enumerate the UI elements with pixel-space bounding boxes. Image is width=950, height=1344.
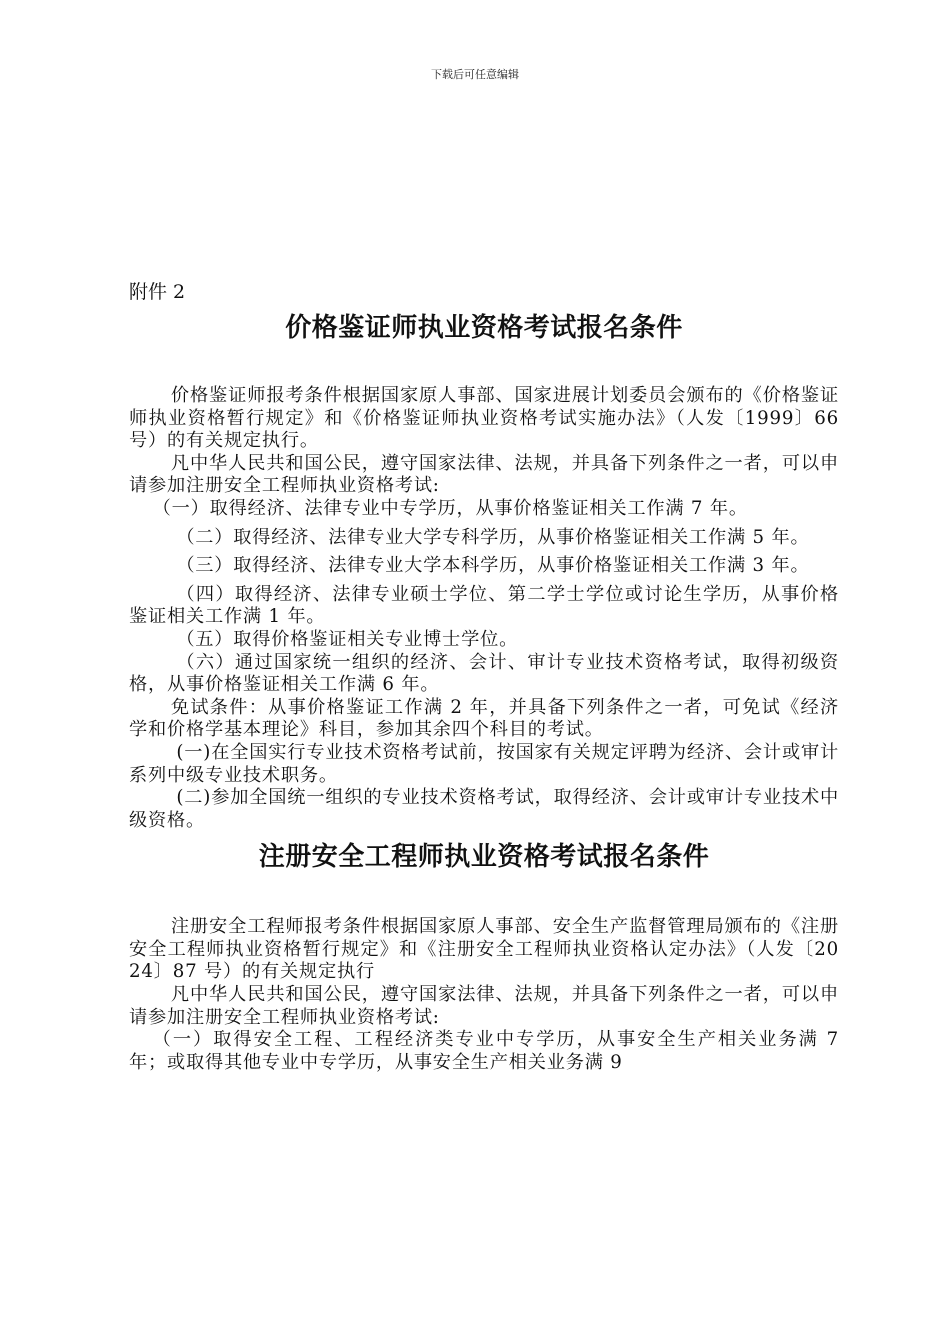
condition-item: （一）取得安全工程、工程经济类专业中专学历，从事安全生产相关业务满 7 年；或取得其他专业中专学历，从事安全生产相关业务满 9 [129,1029,839,1073]
intro-paragraph: 注册安全工程师报考条件根据国家原人事部、安全生产监督管理局颁布的《注册安全工程师执业资格暂行规定》和《注册安全工程师执业资格认定办法》（人发〔2024〕87 号）的有关规定执行 [129,916,839,983]
intro-paragraph: 价格鉴证师报考条件根据国家原人事部、国家进展计划委员会颁布的《价格鉴证师执业资格暂行规定》和《价格鉴证师执业资格考试实施办法》（人发〔1999〕66 号）的有关规定执行。 [129,385,839,452]
attachment-label: 附件 2 [129,281,186,303]
eligibility-paragraph: 凡中华人民共和国公民，遵守国家法律、法规，并具备下列条件之一者，可以申请参加注册安全工程师执业资格考试: [129,452,839,497]
header-note: 下载后可任意编辑 [431,68,519,81]
exemption-item: (二)参加全国统一组织的专业技术资格考试，取得经济、会计或审计专业技术中级资格。 [129,787,839,831]
condition-item: （二）取得经济、法律专业大学专科学历，从事价格鉴证相关工作满 5 年。 [176,526,810,548]
section-title: 价格鉴证师执业资格考试报名条件 [285,313,683,343]
condition-item: （四）取得经济、法律专业硕士学位、第二学士学位或讨论生学历，从事价格鉴证相关工作满 1 年。 [129,583,839,628]
title-spacer [129,874,839,916]
eligibility-paragraph: 凡中华人民共和国公民，遵守国家法律、法规，并具备下列条件之一者，可以申请参加注册安全工程师执业资格考试: [129,984,839,1028]
section-title: 注册安全工程师执业资格考试报名条件 [258,842,710,873]
condition-item: （六）通过国家统一组织的经济、会计、审计专业技术资格考试，取得初级资格，从事价格鉴证相关工作满 6 年。 [129,651,839,696]
condition-item: （三）取得经济、法律专业大学本科学历，从事价格鉴证相关工作满 3 年。 [176,555,810,577]
document-body [129,282,839,1074]
title-spacer [129,345,839,385]
condition-item: （五）取得价格鉴证相关专业博士学位。 [176,628,519,650]
exemption-item: (一)在全国实行专业技术资格考试前，按国家有关规定评聘为经济、会计或审计系列中级专业技术职务。 [129,741,839,786]
exemption-paragraph: 免试条件：从事价格鉴证工作满 2 年，并具备下列条件之一者，可免试《经济学和价格学基本理论》科目，参加其余四个科目的考试。 [129,696,839,741]
condition-item: （一）取得经济、法律专业中专学历，从事价格鉴证相关工作满 7 年。 [152,497,748,519]
